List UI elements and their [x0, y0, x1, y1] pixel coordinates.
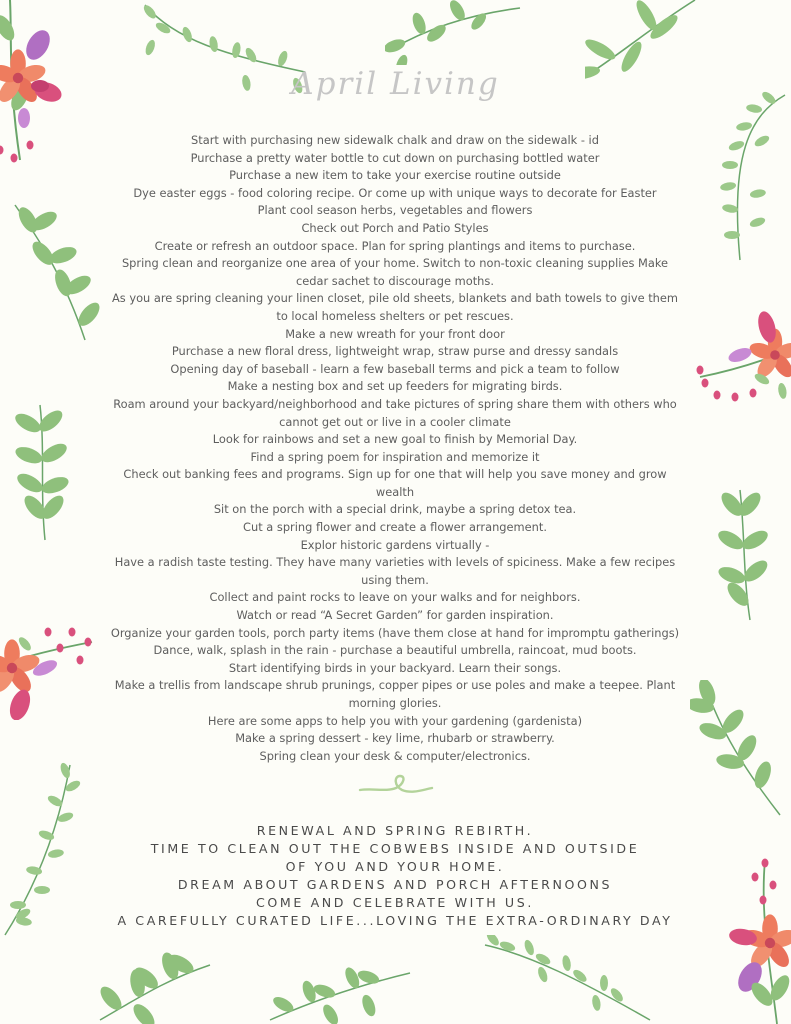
list-item: Plant cool season herbs, vegetables and flowers	[257, 203, 533, 218]
list-item: Organize your garden tools, porch party items (have them close at hand for impromptu gatherings)	[110, 625, 680, 640]
branch-right-mid-icon	[695, 485, 791, 625]
vine-bottom-center-icon	[265, 955, 415, 1024]
list-item: Spring clean and reorganize one area of your home. Switch to non-toxic cleaning supplies Make cedar sachet to discourage moths.	[121, 256, 669, 288]
branch-left-mid-icon	[0, 400, 95, 545]
list-item: Dye easter eggs - food coloring recipe. Or come up with unique ways to decorate for Easter	[133, 185, 657, 200]
vine-right-upper-icon	[700, 85, 791, 270]
list-item: Make a spring dessert - key lime, rhubarb or strawberry.	[235, 731, 555, 746]
activity-list	[110, 132, 680, 765]
closing-message	[95, 822, 695, 930]
list-item: Purchase a new item to take your exercise routine outside	[229, 168, 561, 183]
branch-left-upper-icon	[10, 200, 100, 345]
flower-cluster-bottom-right-icon	[715, 855, 791, 1024]
vine-bottom-right-icon	[480, 935, 655, 1024]
list-item: Check out Porch and Patio Styles	[301, 220, 489, 235]
list-item: Opening day of baseball - learn a few baseball terms and pick a team to follow	[170, 361, 620, 376]
closing-line: A CAREFULLY CURATED LIFE...LOVING THE EXTRA-ORDINARY DAY	[117, 913, 673, 928]
list-item: Start identifying birds in your backyard. Learn their songs.	[228, 660, 562, 675]
closing-line: DREAM ABOUT GARDENS AND PORCH AFTERNOONS	[177, 877, 613, 892]
page-title: April Living	[291, 66, 500, 102]
list-item: Purchase a new floral dress, lightweight wrap, straw purse and dressy sandals	[171, 344, 619, 359]
closing-line: OF YOU AND YOUR HOME.	[285, 859, 505, 874]
list-item: Explor historic gardens virtually -	[300, 537, 490, 552]
vine-left-lower-icon	[0, 760, 90, 940]
list-item: Make a trellis from landscape shrub prunings, copper pipes or use poles and make a teepee. Plant morning glories.	[114, 678, 676, 710]
branch-right-lower-icon	[690, 680, 791, 820]
list-item: Make a nesting box and set up feeders for migrating birds.	[227, 379, 563, 394]
list-item: Dance, walk, splash in the rain - purchase a beautiful umbrella, raincoat, mud boots.	[153, 643, 637, 658]
list-item: Spring clean your desk & computer/electronics.	[259, 748, 531, 763]
list-item: Start with purchasing new sidewalk chalk and draw on the sidewalk - id	[191, 133, 599, 147]
list-item: Cut a spring flower and create a flower arrangement.	[243, 520, 547, 535]
closing-line: RENEWAL AND SPRING REBIRTH.	[256, 823, 534, 838]
list-item: Create or refresh an outdoor space. Plan for spring plantings and items to purchase.	[154, 238, 636, 253]
vine-top-center-right-icon	[385, 0, 525, 65]
list-item: Collect and paint rocks to leave on your walks and for neighbors.	[209, 590, 581, 605]
closing-line: TIME TO CLEAN OUT THE COBWEBS INSIDE AND OUTSIDE	[150, 841, 640, 856]
list-item: Find a spring poem for inspiration and memorize it	[250, 449, 540, 464]
flower-cluster-left-lower-icon	[0, 620, 95, 720]
swirl-divider-icon	[358, 772, 434, 800]
list-item: Look for rainbows and set a new goal to finish by Memorial Day.	[212, 432, 578, 447]
list-item: Have a radish taste testing. They have many varieties with levels of spiciness. Make a few recipes using them.	[114, 555, 676, 587]
list-item: Purchase a pretty water bottle to cut down on purchasing bottled water	[190, 150, 600, 165]
closing-line: COME AND CELEBRATE WITH US.	[256, 895, 534, 910]
list-item: Here are some apps to help you with your gardening (gardenista)	[207, 713, 583, 728]
list-item: Make a new wreath for your front door	[285, 326, 505, 341]
list-item: Roam around your backyard/neighborhood and take pictures of spring share them with others who cannot get out or live in a cooler climate	[113, 396, 677, 429]
vine-bottom-left-icon	[95, 945, 215, 1024]
list-item: Sit on the porch with a special drink, maybe a spring detox tea.	[213, 502, 577, 517]
list-item: Check out banking fees and programs. Sign up for one that will help you save money and grow wealth	[123, 467, 667, 499]
flower-cluster-right-mid-icon	[695, 305, 791, 410]
list-item: Watch or read “A Secret Garden” for garden inspiration.	[236, 608, 554, 623]
list-item: As you are spring cleaning your linen closet, pile old sheets, blankets and bath towels to give them to local homeless shelters or pet rescues.	[111, 291, 679, 323]
